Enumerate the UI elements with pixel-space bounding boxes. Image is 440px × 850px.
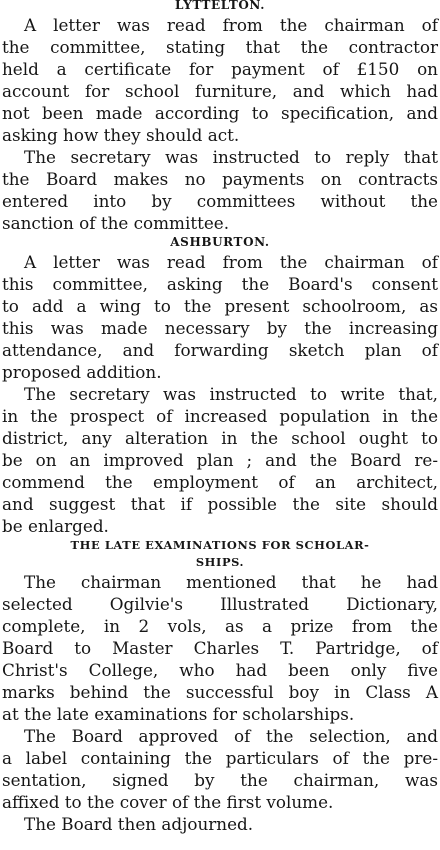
text-line: to add a wing to the present schoolroom, as: [2, 296, 438, 316]
text-line: A letter was read from the chairman of: [24, 15, 438, 35]
text-line: not been made according to specification, and: [2, 103, 438, 123]
text-line: The secretary was instructed to write that,: [24, 384, 438, 404]
text-line: The secretary was instructed to reply that: [24, 147, 438, 167]
paragraph: [2, 251, 438, 383]
text-line: sentation, signed by the chairman, was: [2, 770, 438, 790]
text-line: the Board makes no payments on contracts: [2, 169, 438, 189]
text-line: this was made necessary by the increasing: [2, 318, 438, 338]
paragraph: [2, 571, 438, 725]
text-line: selected Ogilvie's Illustrated Dictionary,: [2, 594, 438, 614]
text-line: complete, in 2 vols, as a prize from the: [2, 616, 438, 636]
text-line: Board to Master Charles T. Partridge, of: [2, 638, 438, 658]
newspaper-column: [2, 0, 438, 835]
text-line: this committee, asking the Board's consent: [2, 274, 438, 294]
section-heading-examinations-cont: SHIPS.: [195, 555, 245, 569]
text-line: affixed to the cover of the first volume.: [2, 792, 334, 812]
paragraph: [2, 383, 438, 537]
paragraph: [2, 146, 438, 234]
text-line: asking how they should act.: [2, 125, 240, 145]
text-line: entered into by committees without the: [2, 191, 438, 211]
section-heading-examinations: THE LATE EXAMINATIONS FOR SCHOLAR-: [70, 538, 370, 552]
text-line: be enlarged.: [2, 516, 109, 536]
text-line: the committee, stating that the contractor: [2, 37, 438, 57]
paragraph: [2, 14, 438, 146]
text-line: Christ's College, who had been only five: [2, 660, 438, 680]
section-heading-lyttelton: LYTTELTON.: [174, 0, 266, 12]
text-line: held a certificate for payment of £150 on: [2, 59, 438, 79]
text-line: The Board approved of the selection, and: [24, 726, 438, 746]
text-line: marks behind the successful boy in Class A: [2, 682, 438, 702]
text-line: attendance, and forwarding sketch plan of: [2, 340, 438, 360]
text-line: at the late examinations for scholarships.: [2, 704, 355, 724]
text-line: sanction of the committee.: [2, 213, 230, 233]
paragraph: [2, 813, 438, 835]
text-line: be on an improved plan ; and the Board re-: [2, 450, 438, 470]
text-line: The chairman mentioned that he had: [24, 572, 438, 592]
text-line: a label containing the particulars of the pre-: [2, 748, 438, 768]
text-line: in the prospect of increased population in the: [2, 406, 438, 426]
text-line: commend the employment of an architect,: [2, 472, 438, 492]
text-line: district, any alteration in the school ought to: [2, 428, 438, 448]
text-line: proposed addition.: [2, 362, 162, 382]
text-line: A letter was read from the chairman of: [24, 252, 438, 272]
text-line: and suggest that if possible the site should: [2, 494, 438, 514]
text-line: account for school furniture, and which had: [2, 81, 438, 101]
section-heading-ashburton: ASHBURTON.: [170, 235, 270, 249]
paragraph: [2, 725, 438, 813]
text-line: The Board then adjourned.: [24, 814, 254, 834]
